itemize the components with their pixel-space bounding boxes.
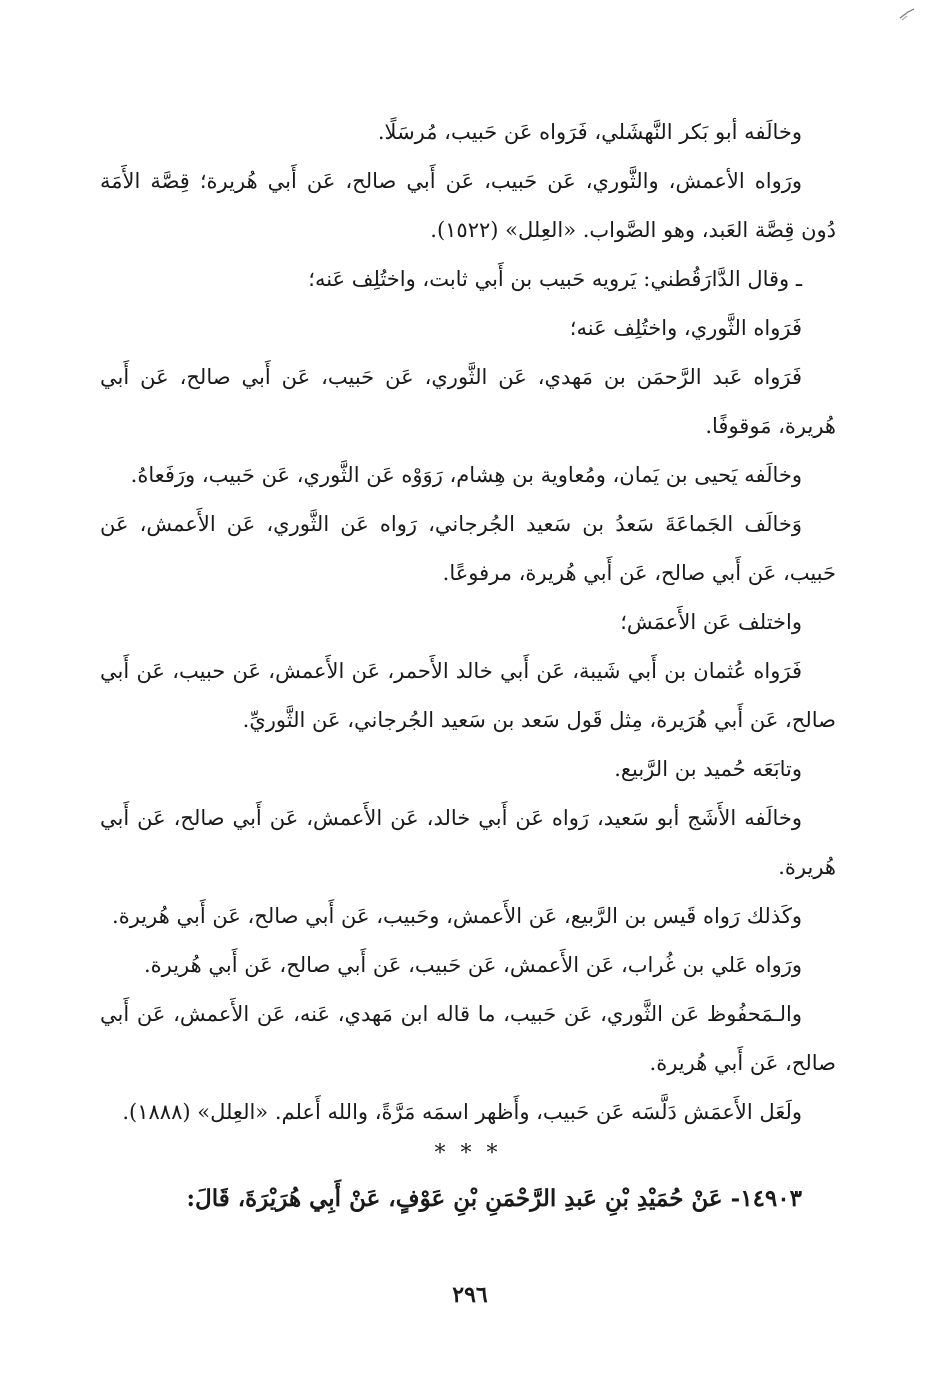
hadith-header: ١٤٩٠٣- عَنْ حُمَيْدِ بْنِ عَبدِ الرَّحْمَنِ بْنِ عَوْفٍ، عَنْ أَبِي هُرَيْرَةَ، قَالَ: [186,1185,802,1212]
paragraph: ـ وقال الدَّارَقُطني: يَرويه حَبيب بن أَبي ثابت، واختُلِف عَنه؛ [308,267,802,291]
paragraph: ولَعَل الأَعمَش دَلَّسَه عَن حَبيب، وأَظهر اسمَه مَرَّةً، والله أَعلم. «العِلل» (١٨٨٨). [122,1100,802,1124]
paragraph: وخالَفه الأَشَج أبو سَعيد، رَواه عَن أَبي خالد، عَن الأَعمش، عَن أَبي صالح، عَن أَبي هُريرة. [100,806,836,879]
paragraph: ورَواه عَلي بن غُراب، عَن الأَعمش، عَن حَبيب، عَن أَبي صالح، عَن أَبي هُريرة. [143,953,802,977]
paragraph: وكَذلك رَواه قَيس بن الرَّبيع، عَن الأَعمش، وحَبيب، عَن أَبي صالح، عَن أَبي هُريرة. [112,904,802,928]
paragraph: فَرَواه عَبد الرَّحمَن بن مَهدي، عَن الثَّوري، عَن حَبيب، عَن أَبي صالح، عَن أَبي هُريرة، مَوقوفًا. [100,365,836,438]
paragraph: وتابَعَه حُميد بن الرَّبيع. [614,757,802,781]
paragraph: والـمَحفُوظ عَن الثَّوري، عَن حَبيب، ما قاله ابن مَهدي، عَنه، عَن الأَعمش، عَن أَبي صالح، عَن أَبي هُريرة. [100,1002,836,1075]
section-separator: * * * [434,1141,502,1166]
paragraph: ورَواه الأعمش، والثَّوري، عَن حَبيب، عَن أَبي صالح، عَن أَبي هُريرة؛ قِصَّة الأَمَة دُون قِصَّة العَبد، وهو الصَّواب. «العِلل» (١٥٢٢). [100,169,836,242]
paragraph: فَرَواه عُثمان بن أَبي شَيبة، عَن أَبي خالد الأَحمر، عَن الأَعمش، عَن حبيب، عَن أَبي صالح، عَن أَبي هُرَيرة، مِثل قَول سَعد بن سَعيد الجُرجاني، عَن الثَّوريِّ. [100,659,836,732]
main-text [100,108,836,1225]
paragraph: واختلف عَن الأَعمَش؛ [620,610,802,634]
paragraph: وَخالَف الجَماعَةَ سَعدُ بن سَعيد الجُرجاني، رَواه عَن الثَّوري، عَن الأَعمش، عَن حَبيب، عَن أَبي صالح، عَن أَبي هُريرة، مرفوعًا. [100,512,836,585]
paragraph: وخالَفه أبو بَكر النَّهشَلي، فَرَواه عَن حَبيب، مُرسَلًا. [377,120,802,144]
page-number: ٢٩٦ [452,1282,488,1308]
paragraph: فَرَواه الثَّوري، واختُلِف عَنه؛ [569,316,802,340]
paragraph: وخالَفه يَحيى بن يَمان، ومُعاوية بن هِشام، رَوَوْه عَن الثَّوري، عَن حَبيب، ورَفَعاهُ. [130,463,802,487]
scan-mark [898,6,916,22]
